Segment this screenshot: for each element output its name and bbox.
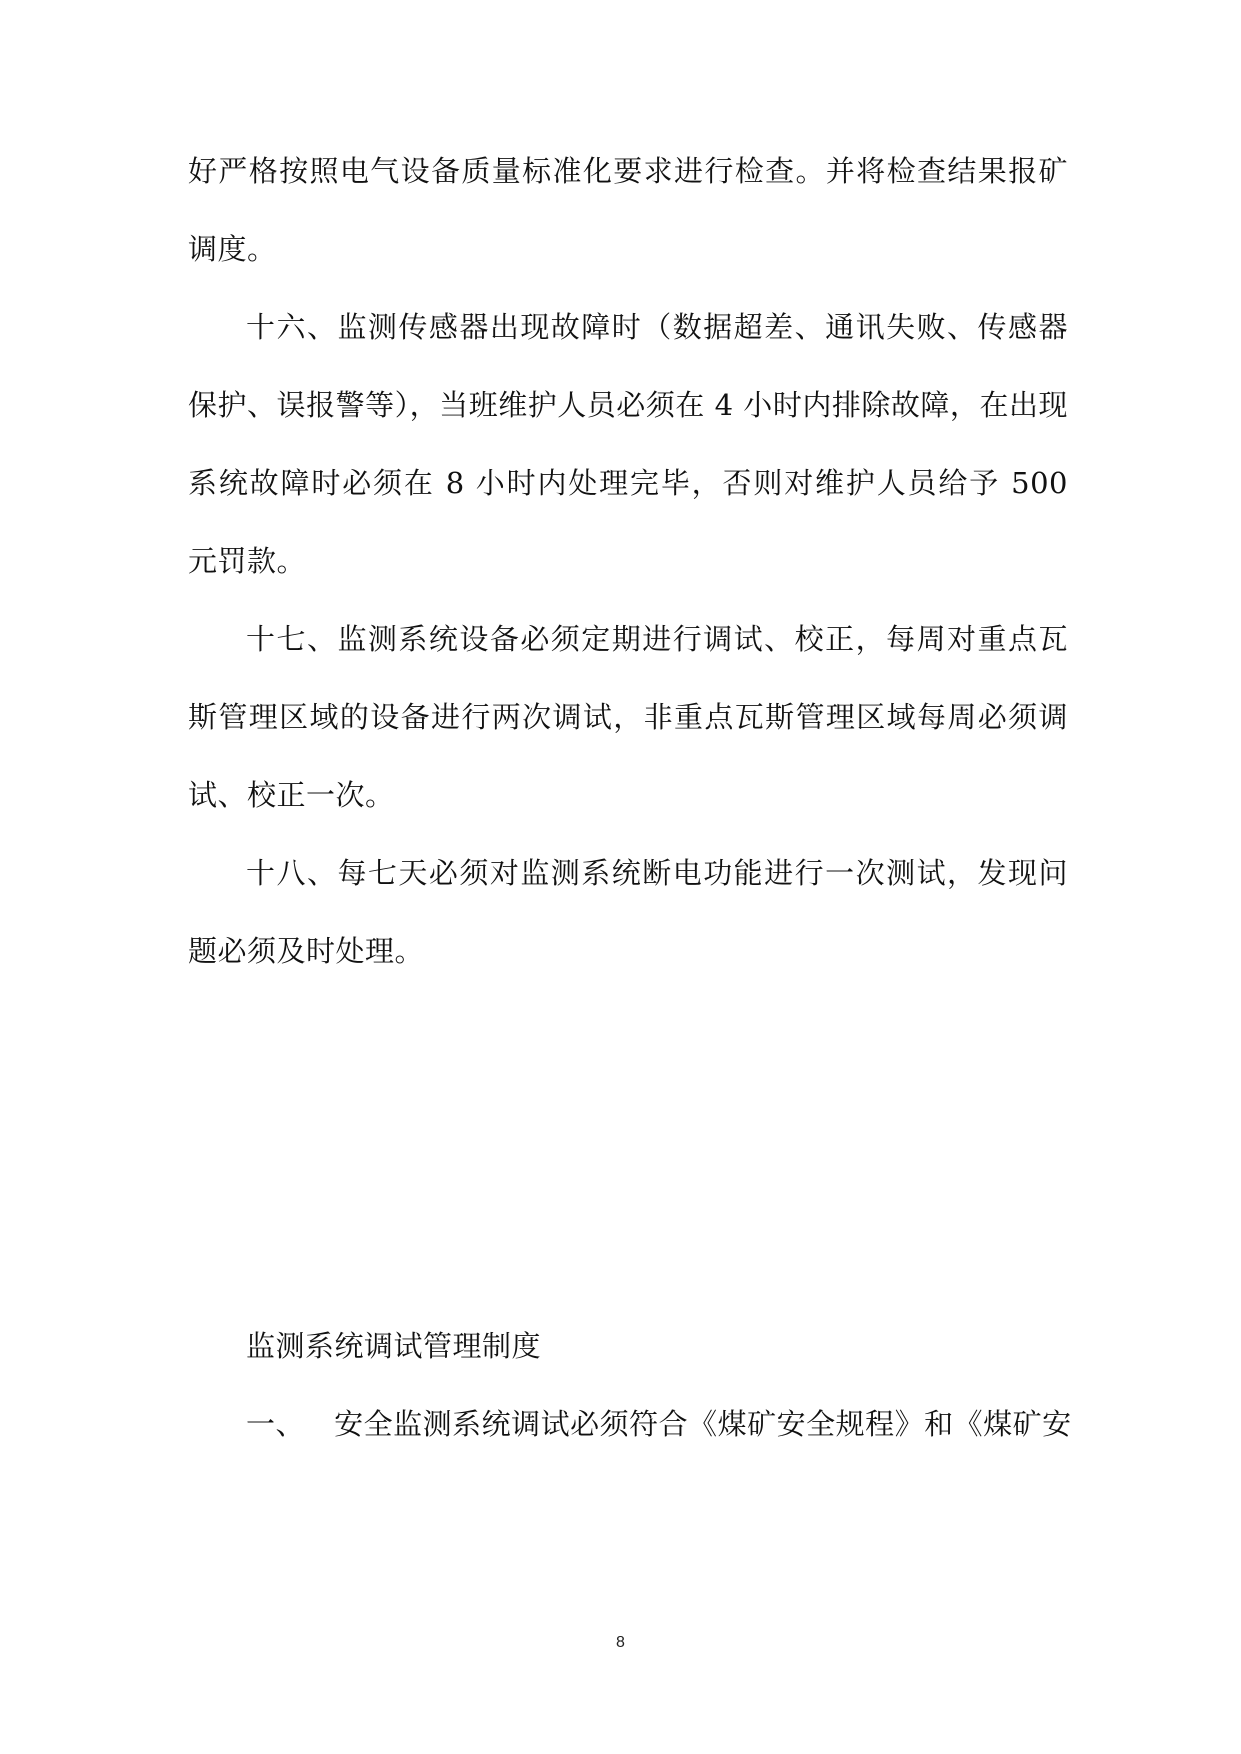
paragraph-item-16: 十六、监测传感器出现故障时（数据超差、通讯失败、传感器保护、误报警等），当班维护人员必须在 4 小时内排除故障，在出现系统故障时必须在 8 小时内处理完毕，否则对维护人员给予 500 元罚款。 [188, 310, 1068, 578]
paragraph-item-17: 十七、监测系统设备必须定期进行调试、校正，每周对重点瓦斯管理区域的设备进行两次调试，非重点瓦斯管理区域每周必须调试、校正一次。 [188, 622, 1068, 812]
paragraph-item-18: 十八、每七天必须对监测系统断电功能进行一次测试，发现问题必须及时处理。 [188, 856, 1068, 968]
paragraph-continuation: 好严格按照电气设备质量标准化要求进行检查。并将检查结果报矿调度。 [188, 154, 1068, 266]
section-item-1: 一、 安全监测系统调试必须符合《煤矿安全规程》和《煤矿安 [246, 1407, 1072, 1441]
body-text-lower [188, 1307, 1072, 1463]
page-number: 8 [616, 1634, 625, 1651]
section-title: 监测系统调试管理制度 [246, 1329, 542, 1363]
body-text-upper [188, 132, 1068, 990]
